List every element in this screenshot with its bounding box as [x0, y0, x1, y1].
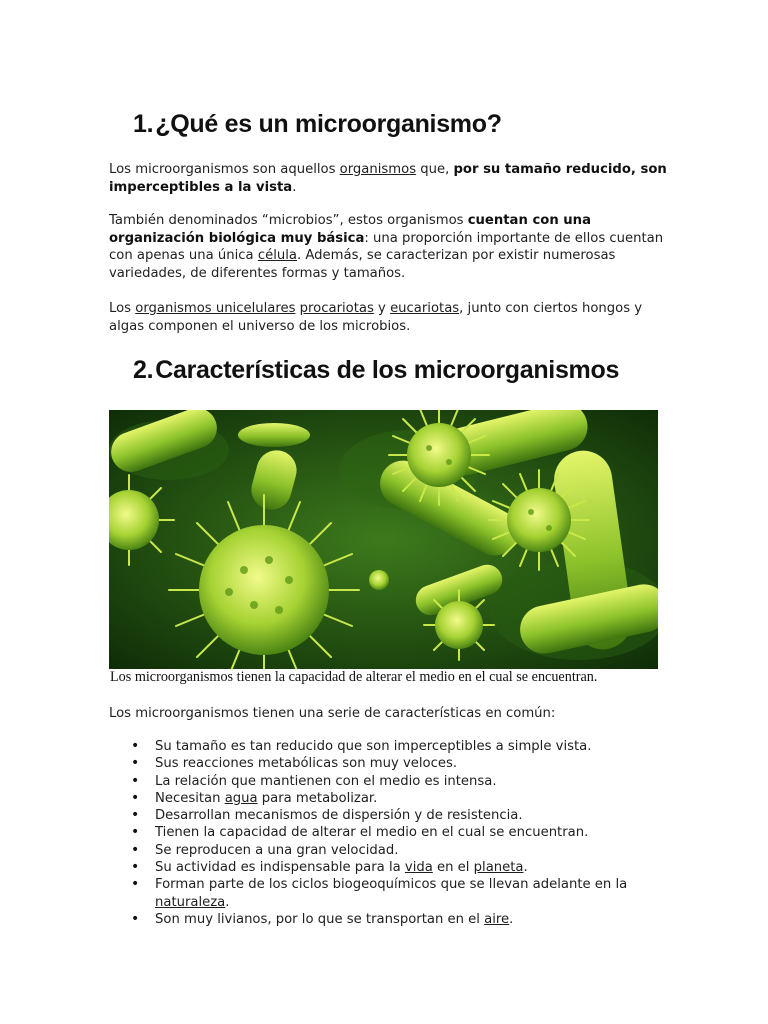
link-planeta[interactable]: planeta: [473, 860, 524, 876]
text: Su tamaño es tan reducido que son imperceptibles a simple vista.: [155, 739, 592, 754]
text: Son muy livianos, por lo que se transportan en el: [155, 911, 485, 927]
link-aire[interactable]: aire: [484, 911, 510, 927]
text: Los: [109, 301, 136, 316]
heading-title: Características de los microorganismos: [155, 356, 620, 384]
text: Tienen la capacidad de alterar el medio en el cual se encuentran.: [155, 825, 589, 841]
text: .: [509, 911, 514, 927]
heading-number: 2.: [133, 356, 154, 384]
text: : una proporción importante de ellos cuentan con apenas una única: [109, 230, 664, 263]
link-celula[interactable]: célula: [257, 248, 297, 263]
paragraph-microbios: [109, 212, 669, 282]
heading-title: ¿Qué es un microorganismo?: [155, 110, 502, 138]
heading-number: 1.: [133, 110, 154, 138]
text: .: [225, 894, 230, 910]
link-procariotas[interactable]: procariotas: [299, 301, 374, 316]
list-item: [109, 790, 669, 807]
link-vida[interactable]: vida: [404, 860, 433, 876]
link-organismos[interactable]: organismos: [339, 162, 417, 177]
list-item: [109, 824, 669, 841]
list-item: [109, 738, 669, 755]
text: Los microorganismos son aquellos: [109, 162, 340, 177]
microorganisms-illustration: [109, 410, 658, 669]
text: Sus reacciones metabólicas son muy veloces.: [155, 756, 458, 772]
text: , junto con ciertos hongos y algas componen el universo de los microbios.: [109, 301, 643, 334]
figure-caption: Los microorganismos tienen la capacidad de alterar el medio en el cual se encuentran.: [110, 669, 598, 685]
text: en el: [432, 860, 474, 876]
link-organismos-unicelulares[interactable]: organismos unicelulares: [135, 301, 296, 316]
link-agua[interactable]: agua: [224, 790, 258, 806]
list-item: [109, 755, 669, 772]
characteristics-list: [109, 738, 669, 928]
list-item: [109, 876, 669, 911]
microorganisms-image: [109, 410, 658, 669]
text: para metabolizar.: [257, 790, 378, 806]
text: Su actividad es indispensable para la: [155, 860, 405, 876]
list-item: [109, 807, 669, 824]
bold-text: por su tamaño reducido, son imperceptibles a la vista: [109, 162, 667, 195]
link-eucariotas[interactable]: eucariotas: [390, 301, 460, 316]
list-item: [109, 911, 669, 928]
text: También denominados “microbios”, estos organismos: [109, 213, 468, 228]
section-heading-1: [133, 110, 502, 139]
list-item: [109, 842, 669, 859]
paragraph-definition: [109, 161, 669, 196]
text: La relación que mantienen con el medio es intensa.: [155, 773, 497, 789]
list-item: [109, 773, 669, 790]
text: Se reproducen a una gran velocidad.: [155, 842, 399, 858]
text: Necesitan: [155, 790, 225, 806]
text: .: [523, 860, 528, 876]
section-heading-2: [133, 356, 619, 385]
text: Forman parte de los ciclos biogeoquímicos que se llevan adelante en la: [155, 877, 628, 893]
text: .: [292, 179, 297, 195]
bold-text: cuentan con una organización biológica muy básica: [109, 213, 591, 246]
paragraph-unicelulares: [109, 300, 669, 335]
link-naturaleza[interactable]: naturaleza: [155, 894, 226, 910]
list-intro: Los microorganismos tienen una serie de características en común:: [109, 706, 556, 721]
text: . Además, se caracterizan por existir numerosas variedades, de diferentes formas y tamaños.: [109, 248, 616, 281]
list-item: [109, 859, 669, 876]
text: y: [373, 301, 391, 316]
text: Desarrollan mecanismos de dispersión y de resistencia.: [155, 808, 523, 824]
text: que,: [416, 162, 454, 177]
